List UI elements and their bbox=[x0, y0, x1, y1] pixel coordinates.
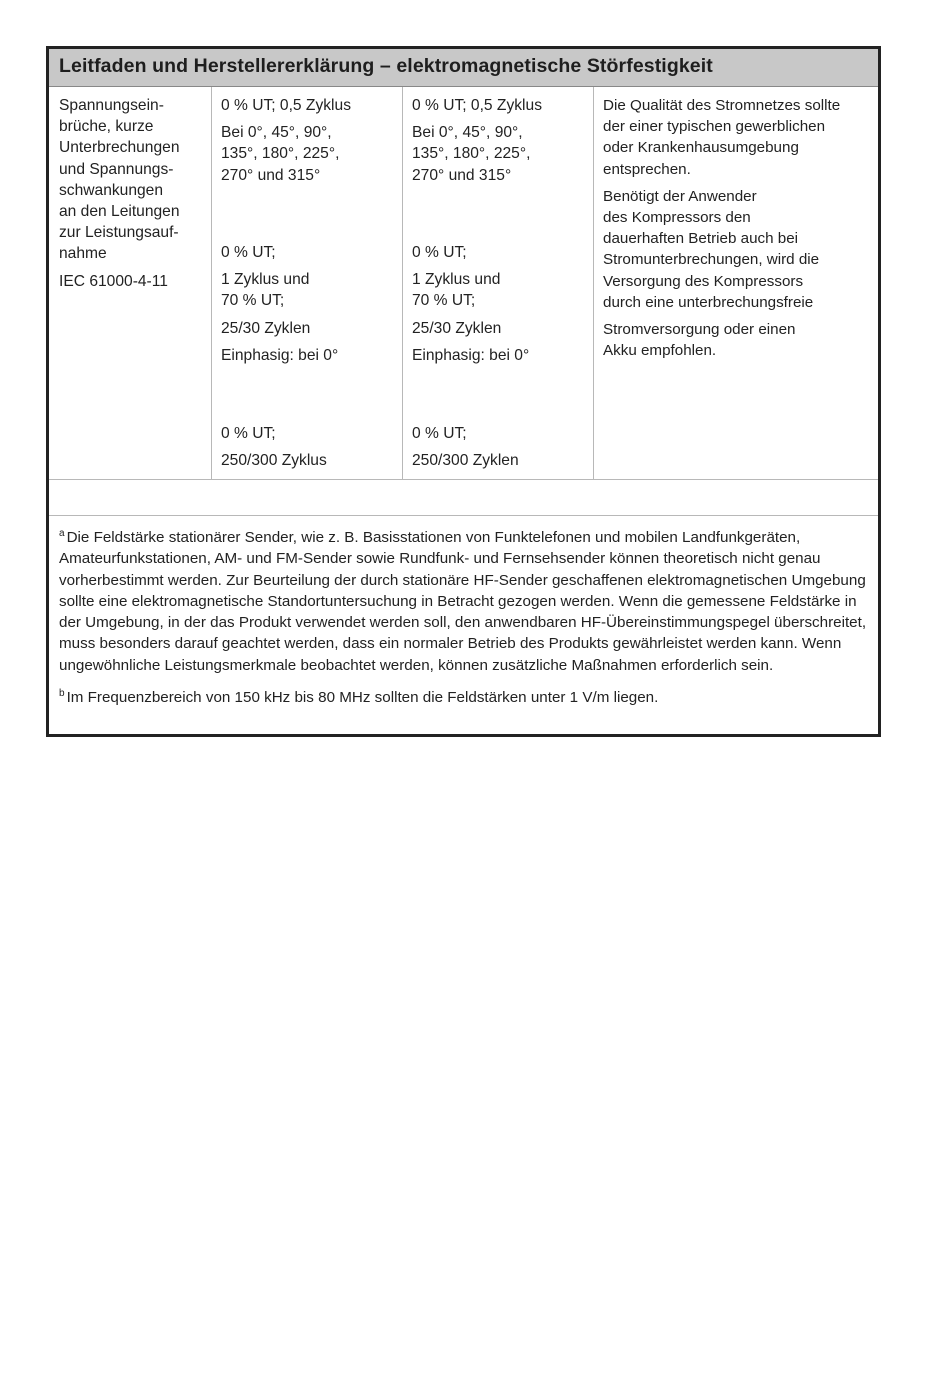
footnote-a bbox=[59, 523, 874, 676]
compliance-level-line: 0 % UT; 0,5 Zyklus bbox=[412, 97, 542, 114]
test-level-line: 0 % UT; 0,5 Zyklus bbox=[221, 97, 351, 114]
compliance-level-line: 135°, 180°, 225°, bbox=[412, 145, 531, 163]
test-level-line: 270° und 315° bbox=[221, 166, 321, 184]
compliance-level-line: 25/30 Zyklen bbox=[412, 319, 502, 337]
guidance-line: durch eine unterbrechungsfreie bbox=[603, 293, 814, 311]
phenomenon-line: schwankungen bbox=[59, 181, 164, 199]
phenomenon-line: nahme bbox=[59, 245, 107, 263]
row-divider bbox=[49, 515, 878, 516]
compliance-level-line: 1 Zyklus und bbox=[412, 271, 501, 289]
guidance-line: Stromunterbrechungen, wird die bbox=[603, 251, 820, 269]
compliance-level-line: 250/300 Zyklen bbox=[412, 452, 519, 470]
phenomenon-line: Spannungsein- bbox=[59, 97, 164, 114]
footnote-marker: a bbox=[59, 528, 65, 539]
table-title: Leitfaden und Herstellererklärung – elektromagnetische Störfestigkeit bbox=[59, 55, 713, 77]
footnote-marker: b bbox=[59, 688, 65, 700]
guidance-line: Benötigt der Anwender bbox=[603, 187, 757, 205]
test-level-cell bbox=[221, 423, 327, 471]
row-divider bbox=[49, 479, 878, 480]
guidance-line: des Kompressors den bbox=[603, 209, 751, 227]
test-level-line: 0 % UT; bbox=[221, 425, 276, 442]
test-level-cell bbox=[221, 95, 351, 186]
guidance-line: Versorgung des Kompressors bbox=[603, 272, 804, 290]
compliance-level-cell bbox=[412, 423, 519, 471]
phenomenon-line: brüche, kurze bbox=[59, 118, 154, 136]
test-level-line: Bei 0°, 45°, 90°, bbox=[221, 124, 332, 142]
compliance-level-line: 70 % UT; bbox=[412, 292, 476, 310]
phenomenon-line: Unterbrechungen bbox=[59, 139, 180, 157]
guidance-line: entsprechen. bbox=[603, 160, 691, 178]
phenomenon-cell bbox=[59, 95, 180, 292]
column-divider bbox=[402, 87, 403, 479]
compliance-level-line: 270° und 315° bbox=[412, 166, 512, 184]
test-level-cell bbox=[221, 242, 338, 366]
guidance-line: dauerhaften Betrieb auch bei bbox=[603, 230, 799, 248]
test-level-line: 135°, 180°, 225°, bbox=[221, 145, 340, 163]
test-level-line: 1 Zyklus und bbox=[221, 271, 310, 289]
guidance-cell bbox=[603, 95, 840, 361]
test-level-line: Einphasig: bei 0° bbox=[221, 346, 339, 364]
compliance-level-line: Einphasig: bei 0° bbox=[412, 346, 530, 364]
footnotes bbox=[59, 523, 874, 715]
guidance-line: oder Krankenhausumgebung bbox=[603, 139, 799, 157]
column-divider bbox=[211, 87, 212, 479]
guidance-line: der einer typischen gewerblichen bbox=[603, 118, 826, 136]
column-divider bbox=[593, 87, 594, 479]
footnote-b bbox=[59, 683, 874, 708]
compliance-level-line: Bei 0°, 45°, 90°, bbox=[412, 124, 523, 142]
guidance-line: Akku empfohlen. bbox=[603, 342, 717, 360]
phenomenon-line: und Spannungs- bbox=[59, 160, 174, 178]
compliance-level-line: 0 % UT; bbox=[412, 425, 467, 442]
compliance-level-cell bbox=[412, 242, 529, 366]
footnote-text: Die Feldstärke stationärer Sender, wie z. B. Basisstationen von Funktelefonen und mobilen Landfunkgeräten, Amateurfunkstationen, AM- und FM-Sender sowie Rundfunk- und Fernsehsender können theoretisch nicht genau vorherbestimmt werden. Zur Beurteilung der durch stationäre HF-Sender geschaffenen elektromagnetischen Umgebung sollte eine elektromagnetische Standortuntersuchung in Betracht gezogen werden. Wenn die gemessene Feldstärke in der Umgebung, in der das Produkt verwendet werden soll, den anwendbaren HF-Übereinstimmungspegel überschreitet, muss besonders darauf geachtet werden, dass ein normaler Betrieb des Produkts gewährleistet werden kann. Wenn ungewöhnliche Leistungsmerkmale beobachtet werden, können zusätzliche Maßnahmen erforderlich sein. bbox=[59, 529, 867, 674]
test-level-line: 0 % UT; bbox=[221, 244, 276, 261]
phenomenon-line: zur Leistungsauf- bbox=[59, 224, 179, 242]
test-level-line: 25/30 Zyklen bbox=[221, 319, 311, 337]
standard-reference: IEC 61000-4-11 bbox=[59, 272, 168, 290]
phenomenon-line: an den Leitungen bbox=[59, 203, 180, 221]
emc-immunity-table bbox=[46, 46, 881, 737]
footnote-text: Im Frequenzbereich von 150 kHz bis 80 MHz sollten die Feldstärken unter 1 V/m liegen. bbox=[66, 689, 659, 707]
test-level-line: 250/300 Zyklus bbox=[221, 452, 327, 470]
compliance-level-cell bbox=[412, 95, 542, 186]
compliance-level-line: 0 % UT; bbox=[412, 244, 467, 261]
test-level-line: 70 % UT; bbox=[221, 292, 285, 310]
guidance-line: Stromversorgung oder einen bbox=[603, 321, 796, 339]
table-header bbox=[49, 49, 878, 87]
guidance-line: Die Qualität des Stromnetzes sollte bbox=[603, 97, 841, 114]
